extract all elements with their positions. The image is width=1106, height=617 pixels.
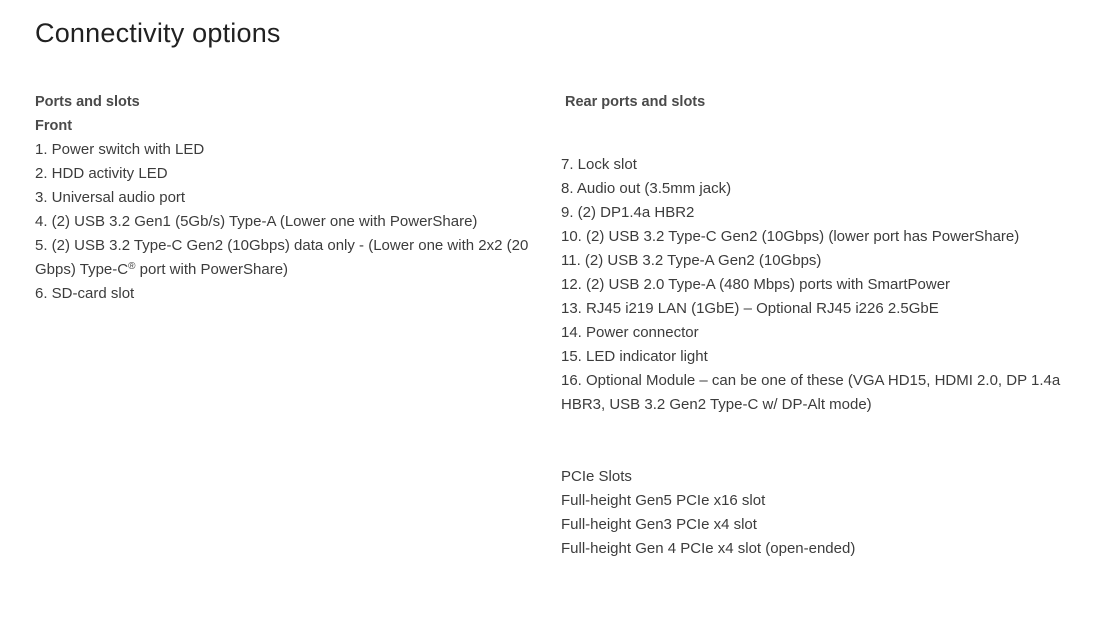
- list-item: 8. Audio out (3.5mm jack): [561, 180, 732, 197]
- list-item: 3. Universal audio port: [35, 189, 186, 206]
- rear-ports-heading: Rear ports and slots: [565, 94, 706, 110]
- list-item: 7. Lock slot: [561, 156, 637, 173]
- list-item: 13. RJ45 i219 LAN (1GbE) – Optional RJ45 i226 2.5GbE: [561, 300, 939, 317]
- list-item: 9. (2) DP1.4a HBR2: [561, 204, 695, 221]
- list-item: 6. SD-card slot: [35, 285, 135, 302]
- list-item: 16. Optional Module – can be one of these (VGA HD15, HDMI 2.0, DP 1.4a HBR3, USB 3.2 Gen2 Type-C w/ DP-Alt mode): [561, 372, 1061, 413]
- list-item: 14. Power connector: [561, 324, 699, 341]
- front-subheading: Front: [35, 118, 73, 134]
- front-ports-section: [35, 90, 535, 306]
- list-item: 15. LED indicator light: [561, 348, 708, 365]
- list-item: Full-height Gen3 PCIe x4 slot: [561, 516, 757, 533]
- list-item: 10. (2) USB 3.2 Type-C Gen2 (10Gbps) (lower port has PowerShare): [561, 228, 1020, 245]
- page-title: Connectivity options: [35, 18, 281, 48]
- list-item: 4. (2) USB 3.2 Gen1 (5Gb/s) Type-A (Lower one with PowerShare): [35, 213, 478, 230]
- rear-ports-list: [561, 153, 1081, 417]
- pcie-slots-heading: PCIe Slots: [561, 468, 632, 485]
- list-item: 2. HDD activity LED: [35, 165, 168, 182]
- list-item-text: port with PowerShare): [135, 261, 289, 278]
- list-item: 1. Power switch with LED: [35, 141, 205, 158]
- list-item: 12. (2) USB 2.0 Type-A (480 Mbps) ports with SmartPower: [561, 276, 951, 293]
- pcie-slots-list: [561, 465, 1081, 561]
- rear-ports-section: [561, 90, 1081, 561]
- list-item: Full-height Gen5 PCIe x16 slot: [561, 492, 766, 509]
- pcie-slots-section: [561, 465, 1081, 561]
- list-item: Full-height Gen 4 PCIe x4 slot (open-ended): [561, 540, 856, 557]
- ports-and-slots-heading: Ports and slots: [35, 94, 140, 110]
- list-item: 11. (2) USB 3.2 Type-A Gen2 (10Gbps): [561, 252, 822, 269]
- registered-mark: ®: [128, 261, 136, 272]
- list-item-text: 5. (2) USB 3.2 Type-C Gen2 (10Gbps) data only - (Lower one with 2x2 (20 Gbps) Type-C: [35, 237, 529, 278]
- list-item: [35, 234, 535, 282]
- front-ports-list: [35, 138, 535, 306]
